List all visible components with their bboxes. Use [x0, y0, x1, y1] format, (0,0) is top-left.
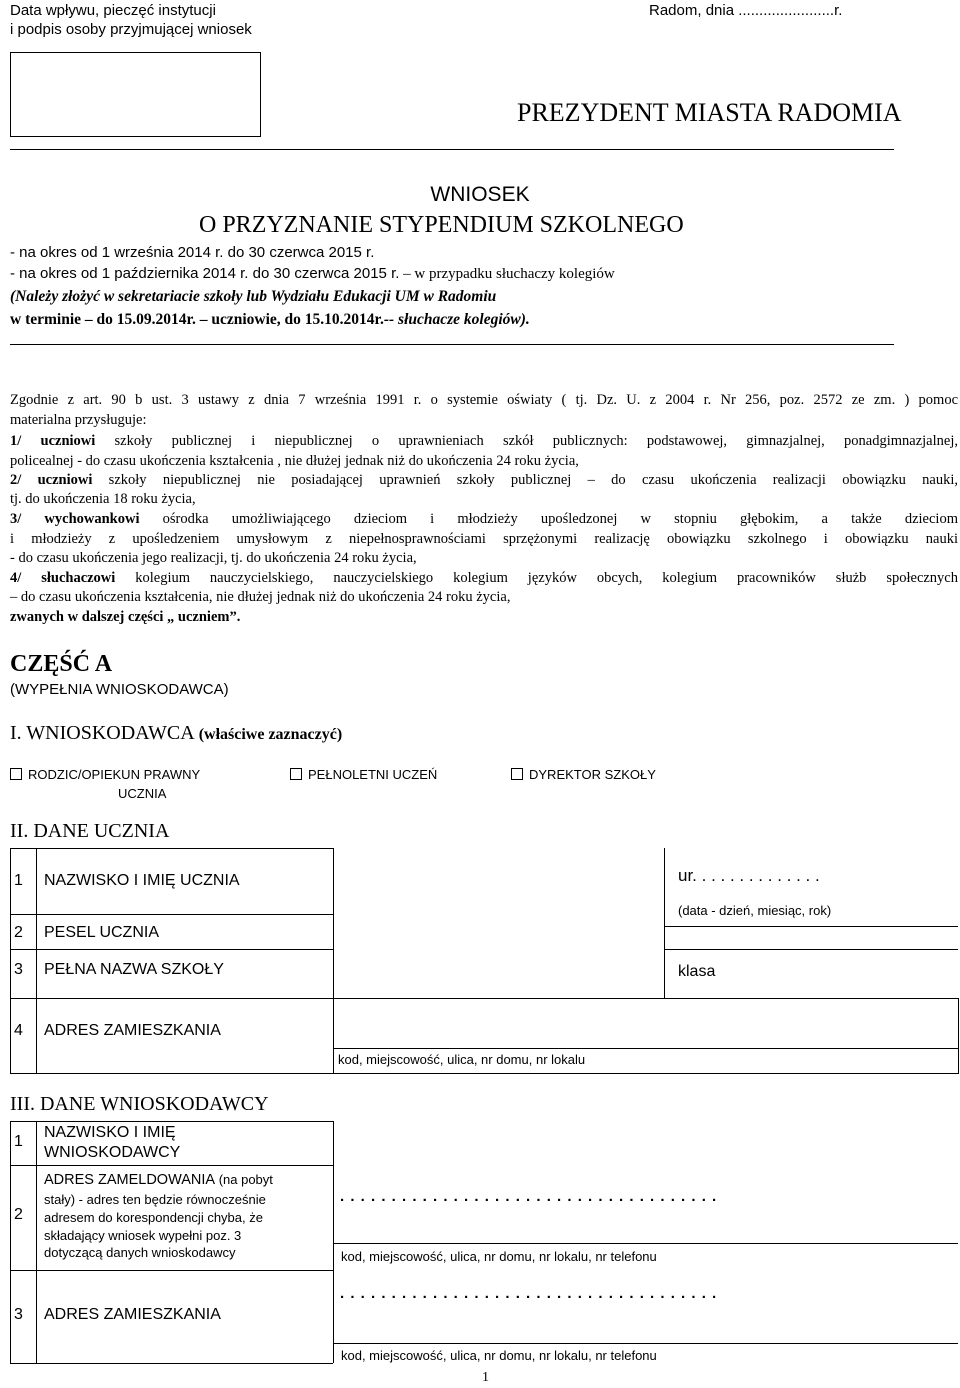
row-number: 2 — [14, 924, 23, 941]
checkbox[interactable] — [290, 768, 302, 780]
student-address-hint: kod, miejscowość, ulica, nr domu, nr lokalu — [338, 1052, 586, 1067]
page-number: 1 — [482, 1370, 489, 1385]
legal-line: - do czasu ukończenia jego realizacji, tj. do ukończenia 24 roku życia, — [10, 550, 417, 566]
recipient-heading: PREZYDENT MIASTA RADOMIA — [517, 98, 902, 127]
registered-address-field[interactable]: . . . . . . . . . . . . . . . . . . . . . . . . . . . . . . . . . . . . . — [340, 1188, 718, 1205]
section-2-title: II. DANE UCZNIA — [10, 820, 170, 842]
part-a-title: CZĘŚĆ A — [10, 651, 113, 677]
place-date-field[interactable]: Radom, dnia .......................r. — [649, 2, 843, 19]
stamp-box — [10, 52, 261, 137]
applicant-address-field[interactable]: . . . . . . . . . . . . . . . . . . . . . . . . . . . . . . . . . . . . . — [340, 1285, 718, 1302]
form-title: WNIOSEK — [430, 183, 530, 206]
applicant-address-label: ADRES ZAMIESZKANIA — [44, 1306, 221, 1323]
legal-line: 2/ uczniowi szkoły niepublicznej nie posiadającej uprawnień szkoły publicznej – do czasu ukończenia realizacji obowiązku nauki, — [10, 472, 959, 488]
submission-note-line1: (Należy złożyć w sekretariacie szkoły lub Wydziału Edukacji UM w Radomiu — [10, 288, 497, 305]
applicant-option-parent-line2: UCZNIA — [118, 786, 167, 801]
registered-address-note: stały) - adres ten będzie równocześnie — [44, 1192, 266, 1207]
checkbox[interactable] — [511, 768, 523, 780]
legal-line: 1/ uczniowi szkoły publicznej i niepublicznej o uprawnieniach szkół publicznych: podstawowej, gimnazjalnej, ponadgimnazjalnej, — [10, 433, 958, 449]
applicant-address-hint: kod, miejscowość, ulica, nr domu, nr lokalu, nr telefonu — [341, 1348, 657, 1363]
legal-line: 4/ słuchaczowi kolegium nauczycielskiego, nauczycielskiego kolegium języków obcych, kolegium pracowników służb społecznych — [10, 570, 958, 586]
legal-line: – do czasu ukończenia kształcenia, nie dłużej jednak niż do ukończenia 24 roku życia, — [10, 589, 511, 605]
form-subtitle: O PRZYZNANIE STYPENDIUM SZKOLNEGO — [199, 212, 684, 238]
submission-note-line2: w terminie – do 15.09.2014r. – uczniowie, do 15.10.2014r.-- słuchacze kolegiów). — [10, 311, 530, 328]
applicant-option-adult-student[interactable]: PEŁNOLETNI UCZEŃ — [290, 767, 437, 782]
period-line-2: - na okres od 1 października 2014 r. do 30 czerwca 2015 r. – w przypadku słuchaczy kolegiów — [10, 265, 615, 282]
applicant-option-principal[interactable]: DYREKTOR SZKOŁY — [511, 767, 656, 782]
section-3-title: III. DANE WNIOSKODAWCY — [10, 1093, 269, 1115]
period-line-1: - na okres od 1 września 2014 r. do 30 czerwca 2015 r. — [10, 244, 375, 261]
birth-date-field[interactable]: ur. . . . . . . . . . . . . . — [678, 866, 820, 885]
applicant-option-parent[interactable]: RODZIC/OPIEKUN PRAWNY — [10, 767, 200, 782]
legal-line: tj. do ukończenia 18 roku życia, — [10, 491, 196, 507]
legal-line: Zgodnie z art. 90 b ust. 3 ustawy z dnia 7 września 1991 r. o systemie oświaty ( tj. Dz. U. z 2004 r. Nr 256, poz. 2572 ze zm. ) pomoc — [10, 392, 958, 408]
registered-address-note: adresem do korespondencji chyba, że — [44, 1210, 263, 1225]
row-number: 1 — [14, 1133, 23, 1150]
legal-line: zwanych w dalszej części „ uczniem”. — [10, 609, 241, 625]
applicant-name-label: NAZWISKO I IMIĘ — [44, 1124, 176, 1141]
periods-divider — [10, 344, 894, 345]
legal-line: policealnej - do czasu ukończenia kształcenia , nie dłużej jednak niż do ukończenia 24 roku życia, — [10, 453, 579, 469]
header-divider — [10, 149, 894, 150]
registered-address-note: składający wniosek wypełni poz. 3 — [44, 1228, 242, 1243]
birth-date-hint: (data - dzień, miesiąc, rok) — [678, 903, 832, 918]
student-pesel-label: PESEL UCZNIA — [44, 924, 159, 941]
row-number: 3 — [14, 1306, 23, 1323]
row-number: 3 — [14, 961, 23, 978]
part-a-subtitle: (WYPEŁNIA WNIOSKODAWCA) — [10, 681, 229, 698]
row-number: 1 — [14, 872, 23, 889]
stamp-caption-line1: Data wpływu, pieczęć instytucji — [10, 2, 216, 19]
legal-line: materialna przysługuje: — [10, 412, 147, 428]
student-name-label: NAZWISKO I IMIĘ UCZNIA — [44, 872, 240, 889]
row-number: 4 — [14, 1022, 23, 1039]
registered-address-label: ADRES ZAMELDOWANIA (na pobyt — [44, 1172, 273, 1188]
class-label: klasa — [678, 963, 716, 980]
section-1-title: I. WNIOSKODAWCA (właściwe zaznaczyć) — [10, 722, 343, 744]
school-name-label: PEŁNA NAZWA SZKOŁY — [44, 961, 224, 978]
checkbox[interactable] — [10, 768, 22, 780]
registered-address-hint: kod, miejscowość, ulica, nr domu, nr lokalu, nr telefonu — [341, 1249, 657, 1264]
legal-line: i młodzieży z upośledzeniem umysłowym z niepełnosprawnościami sprzężonymi realizację obowiązku szkolnego i obowiązku nauki — [10, 531, 958, 547]
registered-address-note: dotyczącą danych wnioskodawcy — [44, 1245, 236, 1260]
stamp-caption-line2: i podpis osoby przyjmującej wniosek — [10, 21, 252, 38]
applicant-name-label-line2: WNIOSKODAWCY — [44, 1144, 181, 1161]
row-number: 2 — [14, 1206, 23, 1223]
legal-line: 3/ wychowankowi ośrodka umożliwiającego dzieciom i młodzieży upośledzonej w stopniu głębokim, a także dzieciom — [10, 511, 958, 527]
student-address-label: ADRES ZAMIESZKANIA — [44, 1022, 221, 1039]
